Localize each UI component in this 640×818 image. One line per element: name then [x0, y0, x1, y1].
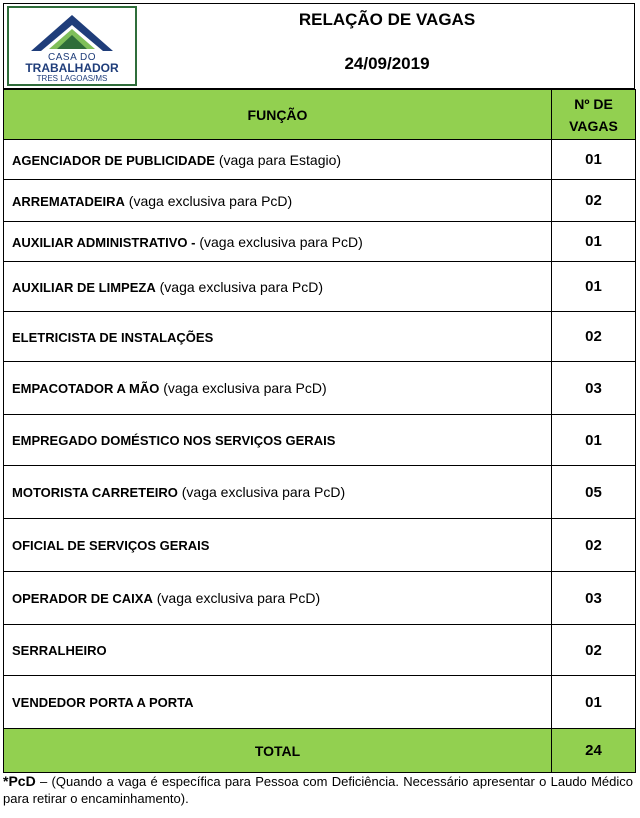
funcao-cell: [4, 312, 552, 362]
role-note: (vaga para Estagio): [218, 151, 342, 168]
column-header-vagas: Nº DE VAGAS: [552, 90, 636, 140]
role-name: ARREMATADEIRA: [12, 193, 125, 209]
table-row: [4, 625, 636, 676]
funcao-cell: [4, 625, 552, 676]
funcao-cell: [4, 466, 552, 519]
table-row: [4, 362, 636, 415]
funcao-cell: [4, 222, 552, 262]
table-row: [4, 676, 636, 729]
vacancy-count: 02: [552, 180, 636, 222]
role-name: MOTORISTA CARRETEIRO: [12, 485, 178, 500]
role-note: (vaga exclusiva para PcD): [181, 484, 346, 500]
vacancy-count: 01: [552, 222, 636, 262]
table-row: [4, 140, 636, 180]
funcao-cell: [4, 519, 552, 572]
vacancy-count: 01: [552, 676, 636, 729]
role-name: ELETRICISTA DE INSTALAÇÕES: [12, 329, 214, 345]
pcd-footnote: [3, 773, 633, 807]
total-label: TOTAL: [4, 729, 552, 773]
funcao-cell: [4, 362, 552, 415]
role-name: AUXILIAR ADMINISTRATIVO -: [12, 234, 196, 250]
logo-line2: TRABALHADOR: [25, 61, 119, 75]
page-date: 24/09/2019: [344, 54, 430, 73]
column-header-funcao: FUNÇÃO: [4, 90, 552, 140]
table-row: [4, 519, 636, 572]
funcao-cell: [4, 415, 552, 466]
role-name: AUXILIAR DE LIMPEZA: [12, 279, 156, 295]
page-title: RELAÇÃO DE VAGAS: [298, 10, 476, 29]
table-header-row: [4, 90, 636, 140]
table-row: [4, 180, 636, 222]
vacancy-count: 01: [552, 262, 636, 312]
vacancy-table: [3, 89, 636, 773]
role-name: EMPREGADO DOMÉSTICO NOS SERVIÇOS GERAIS: [12, 433, 336, 448]
vacancy-count: 01: [552, 140, 636, 180]
role-note: (vaga exclusiva para PcD): [159, 278, 324, 295]
document-header: [3, 3, 635, 89]
house-roof-icon: [29, 13, 115, 53]
table-row: [4, 312, 636, 362]
role-name: OPERADOR DE CAIXA: [12, 591, 153, 606]
table-row: [4, 415, 636, 466]
role-note: (vaga exclusiva para PcD): [128, 192, 293, 209]
vacancy-count: 02: [552, 519, 636, 572]
role-name: OFICIAL DE SERVIÇOS GERAIS: [12, 538, 210, 553]
vacancy-count: 01: [552, 415, 636, 466]
total-row: [4, 729, 636, 773]
funcao-cell: [4, 180, 552, 222]
casa-do-trabalhador-logo: [7, 6, 137, 86]
funcao-cell: [4, 572, 552, 625]
table-row: [4, 222, 636, 262]
total-value: 24: [552, 729, 636, 773]
role-note: (vaga exclusiva para PcD): [156, 590, 321, 606]
footnote-text: – (Quando a vaga é específica para Pessoa com Deficiência. Necessário apresentar o Laudo Médico para retirar o encaminhamento).: [3, 774, 633, 806]
table-row: [4, 466, 636, 519]
role-name: AGENCIADOR DE PUBLICIDADE: [12, 152, 215, 168]
logo-line3: TRES LAGOAS/MS: [36, 74, 108, 83]
vacancy-count: 03: [552, 362, 636, 415]
vacancy-count: 02: [552, 625, 636, 676]
footnote-term: *PcD: [3, 773, 36, 789]
role-name: SERRALHEIRO: [12, 643, 107, 658]
role-name: EMPACOTADOR A MÃO: [12, 381, 160, 396]
vacancy-count: 03: [552, 572, 636, 625]
funcao-cell: [4, 140, 552, 180]
vacancy-count: 05: [552, 466, 636, 519]
funcao-cell: [4, 676, 552, 729]
role-note: (vaga exclusiva para PcD): [163, 380, 327, 396]
table-row: [4, 262, 636, 312]
funcao-cell: [4, 262, 552, 312]
logo-line1: CASA DO: [48, 52, 96, 63]
vacancy-count: 02: [552, 312, 636, 362]
table-row: [4, 572, 636, 625]
vacancy-sheet: [3, 3, 635, 773]
role-note: (vaga exclusiva para PcD): [199, 233, 363, 250]
role-name: VENDEDOR PORTA A PORTA: [12, 695, 194, 710]
